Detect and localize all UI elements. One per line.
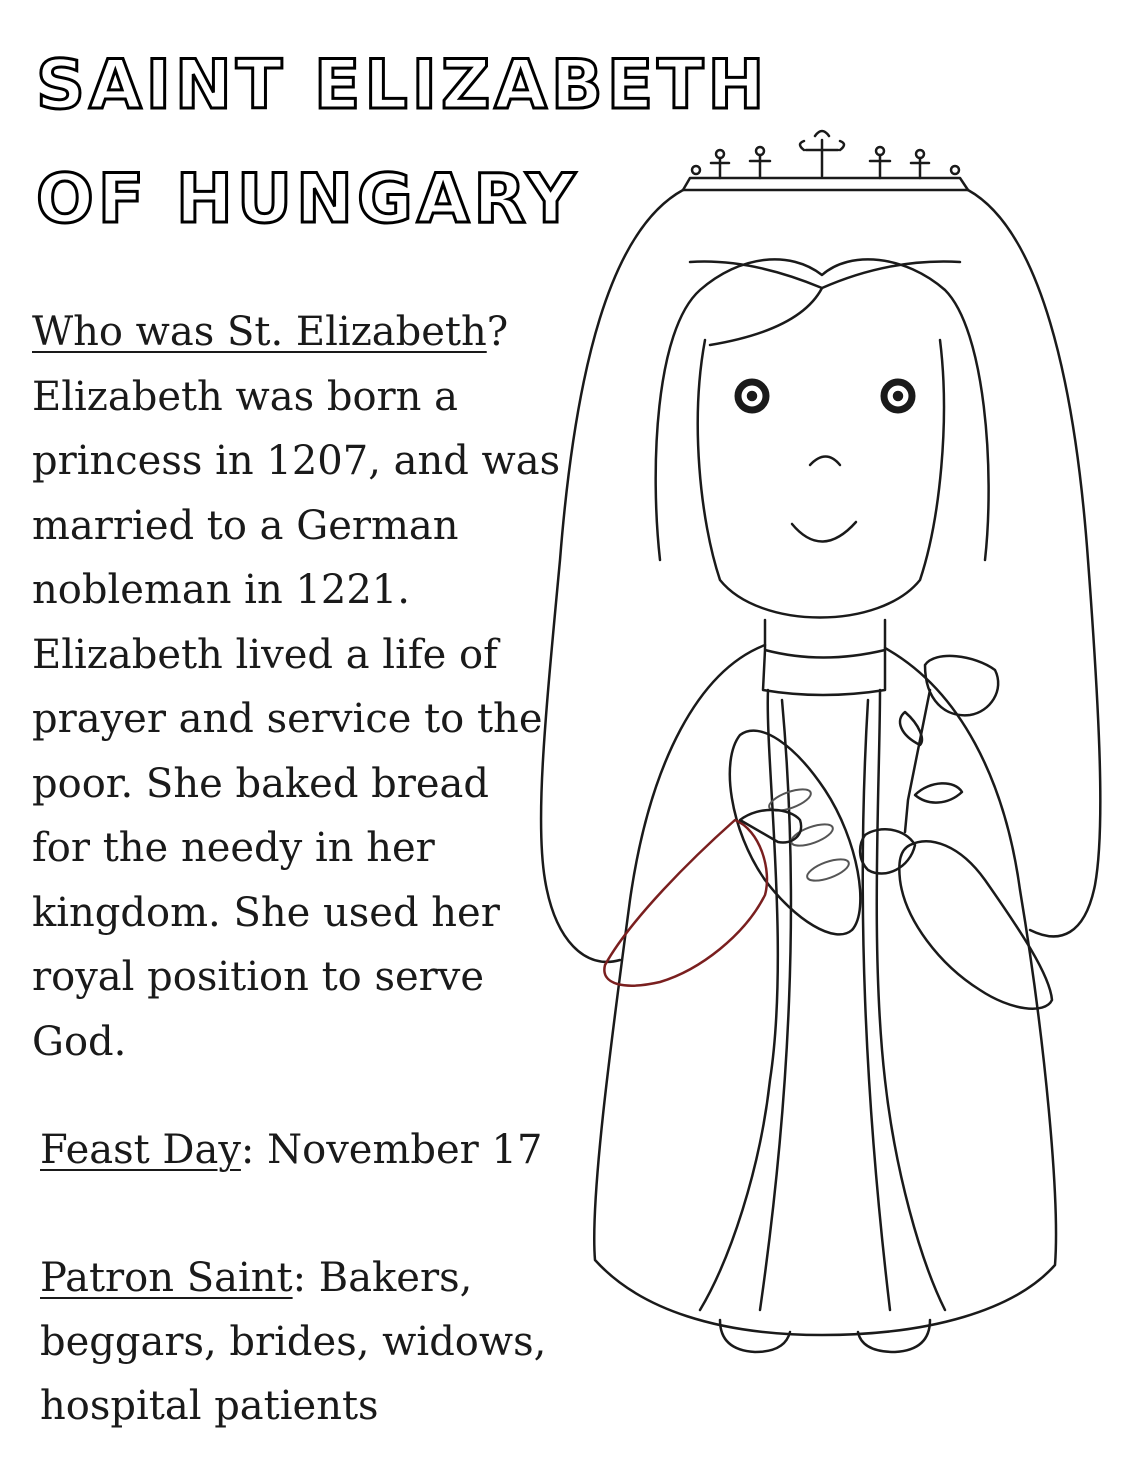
- bio-line: Elizabeth was born a: [32, 373, 458, 420]
- bio-section: [32, 300, 561, 1074]
- hair-curve: [710, 288, 822, 345]
- robe-inner-left: [700, 690, 778, 1310]
- hair-part: [690, 262, 960, 288]
- feast-day-value: : November 17: [240, 1127, 543, 1173]
- bio-line: Elizabeth lived a life of: [32, 631, 498, 678]
- bio-line: poor. She baked bread: [32, 760, 490, 807]
- crown-icon: [683, 131, 968, 190]
- feast-day-label: Feast Day: [40, 1127, 241, 1173]
- mouth: [792, 522, 856, 542]
- bio-line: kingdom. She used her: [32, 889, 500, 936]
- saint-elizabeth-illustration: [520, 110, 1120, 1470]
- patron-saint-section: [40, 1246, 560, 1438]
- right-sleeve: [899, 841, 1052, 1008]
- bio-heading-suffix: ?: [486, 309, 509, 355]
- patron-saint-value: : Bakers,: [292, 1255, 473, 1301]
- bio-line: royal position to serve: [32, 954, 485, 1000]
- right-foot: [858, 1320, 930, 1352]
- bio-line: nobleman in 1221.: [32, 567, 410, 613]
- left-foot: [720, 1320, 790, 1352]
- feast-day-section: [40, 1118, 560, 1182]
- robe-outline: [594, 645, 1056, 1335]
- patron-saint-line: beggars, brides, widows,: [40, 1319, 547, 1365]
- patron-saint-line: hospital patients: [40, 1383, 379, 1429]
- bio-heading: Who was St. Elizabeth: [32, 309, 487, 355]
- robe-center-right: [863, 700, 890, 1310]
- bread-icon: [730, 731, 861, 935]
- bio-line: for the needy in her: [32, 825, 435, 871]
- eyes-icon: [738, 382, 912, 410]
- bio-line: princess in 1207, and was: [32, 438, 561, 484]
- right-hand: [860, 829, 915, 873]
- robe-center-left: [760, 700, 791, 1310]
- bio-line: married to a German: [32, 502, 459, 549]
- page-title-line-1: SAINT ELIZABETH: [36, 46, 769, 125]
- bio-heading-line: [32, 300, 552, 365]
- collar: [763, 620, 885, 695]
- nose: [810, 457, 840, 466]
- patron-saint-label: Patron Saint: [40, 1255, 293, 1301]
- rose-icon: [900, 656, 998, 832]
- page-title-line-2: OF HUNGARY: [36, 160, 580, 239]
- veil-outline: [541, 190, 1100, 962]
- bio-line: prayer and service to the: [32, 696, 543, 742]
- bio-line: God.: [32, 1018, 127, 1065]
